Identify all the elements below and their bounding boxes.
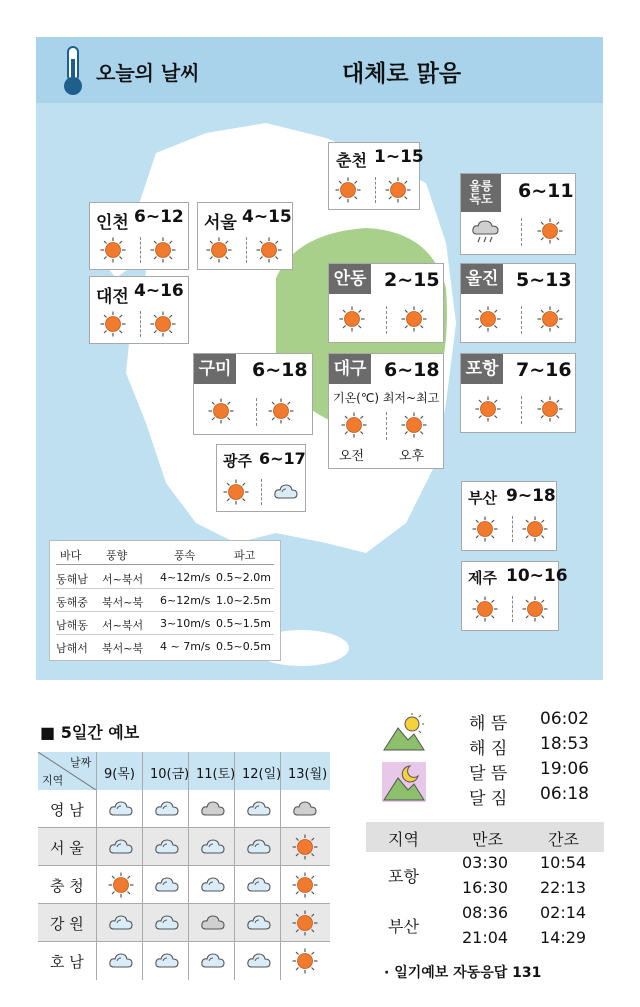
weather-summary: 대체로 맑음 [342, 61, 462, 87]
city-card-incheon [89, 202, 189, 270]
table-row: 남해동 서~북서 3~10m/s 0.5~1.5m [56, 613, 274, 635]
cloud-icon [198, 834, 228, 860]
city-card-daegu [328, 353, 444, 469]
tide-high: 21:04 [462, 928, 509, 947]
date-header: 11(토) [196, 767, 236, 782]
city-temp: 10~16 [506, 566, 568, 586]
city-name: 서울 [204, 213, 237, 233]
city-temp: 7~16 [516, 359, 572, 381]
cloud-icon [106, 834, 136, 860]
sun-icon [401, 306, 427, 332]
cloud-icon [106, 948, 136, 974]
forecast-row-seoul: 서 울 [38, 828, 330, 866]
tide-low: 14:29 [540, 928, 587, 947]
pm-label: 오후 [399, 449, 425, 464]
city-label-box: 울릉 독도 [461, 174, 501, 212]
city-label-box: 포항 [461, 354, 503, 384]
cloud-icon [152, 872, 182, 898]
city-name: 춘천 [336, 151, 367, 170]
sun-icon [150, 237, 176, 263]
cloud-icon [244, 910, 274, 936]
am-label: 오전 [339, 449, 365, 464]
tide-high: 16:30 [462, 878, 509, 897]
tide-header-row: 지역 만조 간조 [366, 822, 604, 852]
tide-low: 10:54 [540, 853, 587, 872]
page-title: 오늘의 날씨 [96, 61, 200, 85]
sun-icon [256, 237, 282, 263]
sun-icon [472, 596, 498, 622]
cloud-gray-icon [290, 796, 320, 822]
table-row: 남해서 북서~북 4 ~ 7m/s 0.5~0.5m [56, 640, 271, 655]
corner-region-label: 지역 [42, 774, 64, 787]
cloud-icon [152, 910, 182, 936]
city-card-uljin [460, 263, 576, 343]
map-header [36, 37, 603, 103]
sun-icon [292, 948, 318, 974]
city-temp: 1~15 [374, 147, 424, 167]
sunrise-icon [382, 712, 426, 752]
phone-service-note: · 일기예보 자동응답 131 [384, 965, 542, 981]
city-temp: 2~15 [384, 269, 440, 291]
sun-icon [150, 311, 176, 337]
cloud-gray-icon [198, 910, 228, 936]
city-card-daejeon [89, 276, 189, 344]
sea-conditions-table [49, 540, 281, 661]
city-label-box: 안동 [329, 264, 371, 294]
sun-icon [537, 306, 563, 332]
city-name: 대전 [96, 287, 129, 307]
table-row: 동해중 북서~북 6~12m/s 1.0~2.5m [56, 590, 274, 612]
city-card-jeju [461, 561, 568, 631]
city-card-pohang [460, 353, 576, 433]
city-name: 제주 [468, 569, 497, 587]
temp-legend: 기온(℃) 최저~최고 [333, 391, 440, 405]
rain-cloud-icon [471, 218, 503, 246]
city-card-gwangju [216, 444, 306, 512]
cloud-icon [106, 910, 136, 936]
cloud-icon [198, 872, 228, 898]
city-temp: 6~11 [518, 180, 574, 202]
city-card-gumi [193, 353, 313, 435]
city-name: 광주 [223, 452, 252, 470]
cloud-icon [244, 948, 274, 974]
forecast-row-chungcheong: 충 청 [38, 866, 330, 904]
city-card-seoul [197, 202, 293, 270]
sun-icon [268, 398, 294, 424]
moonset-label: 달 짐 [469, 789, 508, 809]
city-temp: 4~16 [134, 281, 184, 301]
forecast-row-honam: 호 남 [38, 942, 330, 980]
sun-icon [475, 306, 501, 332]
sun-icon [401, 412, 427, 438]
city-label-box: 구미 [194, 354, 236, 384]
sun-icon [100, 311, 126, 337]
cloud-icon [244, 834, 274, 860]
cloud-icon [152, 796, 182, 822]
city-temp: 6~18 [252, 359, 308, 381]
city-temp: 6~17 [259, 449, 306, 468]
city-name: 인천 [96, 213, 129, 233]
city-temp: 9~18 [506, 486, 556, 506]
date-header: 10(금) [150, 767, 190, 782]
date-header: 12(일) [242, 767, 282, 782]
tide-high: 03:30 [462, 853, 509, 872]
tide-low: 02:14 [540, 903, 587, 922]
tide-region: 부산 [388, 917, 419, 936]
forecast-header-row [38, 752, 330, 790]
cloud-icon [198, 948, 228, 974]
city-label-box: 울진 [461, 264, 503, 294]
tide-low: 22:13 [540, 878, 587, 897]
sun-icon [108, 872, 134, 898]
city-card-andong [328, 263, 444, 343]
cloud-icon [271, 479, 301, 505]
city-name: 부산 [468, 489, 497, 507]
sun-icon [339, 306, 365, 332]
moonrise-icon [382, 762, 426, 802]
date-header: 13(월) [288, 767, 328, 782]
sun-icon [292, 910, 318, 936]
forecast-row-gangwon: 강 원 [38, 904, 330, 942]
sun-icon [292, 834, 318, 860]
forecast-title: ■ 5일간 예보 [40, 723, 140, 742]
city-temp: 6~12 [134, 207, 184, 227]
map-panel [36, 37, 603, 680]
city-label-box: 대구 [329, 354, 371, 384]
sun-icon [537, 396, 563, 422]
moonrise-time: 19:06 [540, 759, 589, 779]
cloud-icon [244, 872, 274, 898]
city-card-busan [461, 481, 557, 551]
cloud-icon [152, 834, 182, 860]
tide-high: 08:36 [462, 903, 509, 922]
city-card-chuncheon [328, 142, 424, 210]
city-temp: 5~13 [516, 269, 572, 291]
cloud-icon [106, 796, 136, 822]
sea-header-row: 바다 풍향 풍속 파고 [56, 543, 274, 565]
forecast-row-yeongnam: 영 남 [38, 790, 330, 828]
sunset-label: 해 짐 [469, 739, 508, 759]
city-temp: 6~18 [384, 359, 440, 381]
sun-icon [223, 479, 249, 505]
sunrise-time: 06:02 [540, 709, 589, 729]
sun-icon [475, 396, 501, 422]
corner-date-label: 날짜 [70, 756, 92, 769]
moonrise-label: 달 뜸 [469, 764, 508, 784]
sunset-time: 18:53 [540, 734, 589, 754]
sun-icon [522, 596, 548, 622]
sun-icon [206, 237, 232, 263]
sun-icon [522, 516, 548, 542]
cloud-icon [244, 796, 274, 822]
sun-icon [208, 398, 234, 424]
cloud-gray-icon [198, 796, 228, 822]
sun-icon [100, 237, 126, 263]
sun-icon [341, 412, 367, 438]
sun-icon [335, 177, 361, 203]
city-card-ulleung [460, 173, 576, 255]
sun-icon [472, 516, 498, 542]
cloud-icon [152, 948, 182, 974]
sun-icon [385, 177, 411, 203]
tide-region: 포항 [388, 867, 419, 886]
sun-icon [292, 872, 318, 898]
sunrise-label: 해 뜸 [469, 714, 508, 734]
table-row: 동해남 서~북서 4~12m/s 0.5~2.0m [56, 567, 274, 589]
date-header: 9(목) [104, 767, 135, 782]
city-temp: 4~15 [242, 207, 292, 227]
sun-icon [537, 218, 563, 244]
moonset-time: 06:18 [540, 784, 589, 804]
thermometer-icon [58, 45, 88, 97]
forecast-table [38, 752, 330, 980]
